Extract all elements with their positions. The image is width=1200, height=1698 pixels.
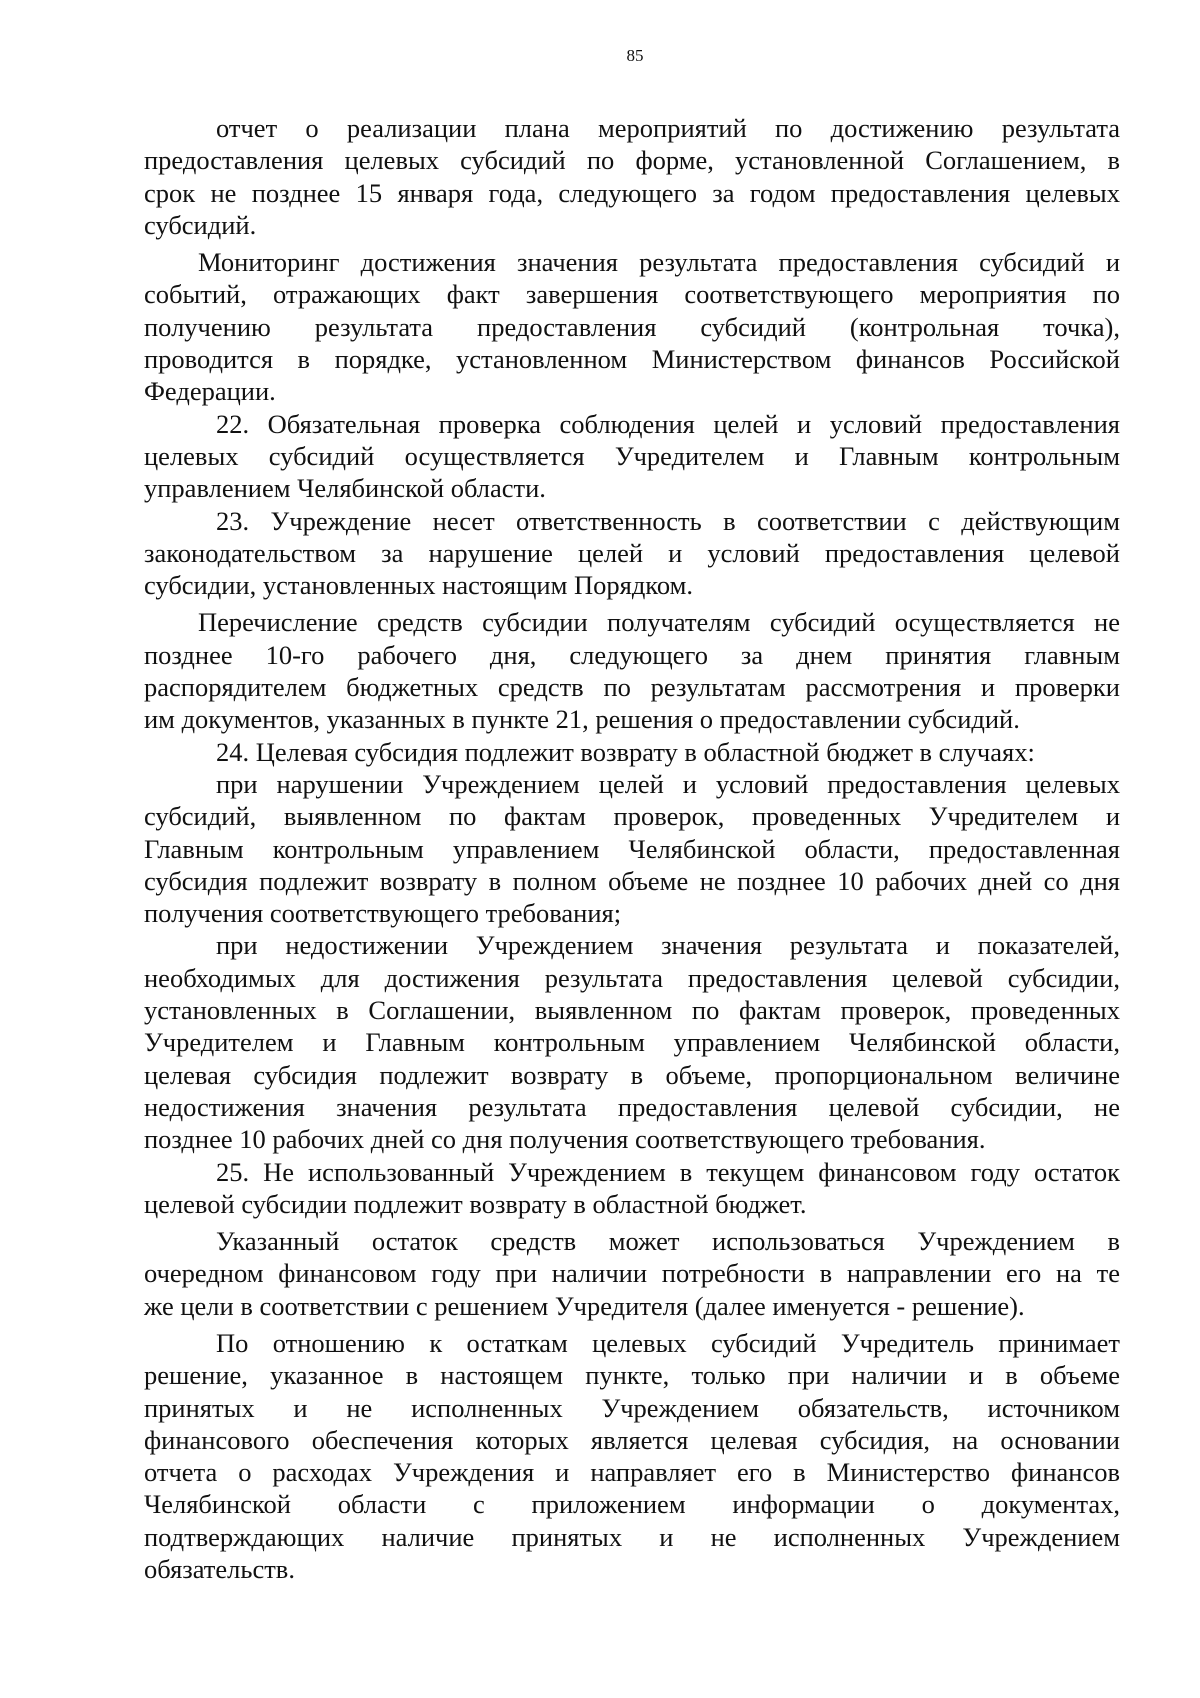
text-line: обязательств. xyxy=(144,1554,295,1585)
text-line: 25. Не использованный Учреждением в текущем финансовом году остаток xyxy=(216,1156,1120,1187)
text-line: предоставления целевых субсидий по форме, установленной Соглашением, в xyxy=(144,145,1120,176)
text-line: субсидий. xyxy=(144,209,257,240)
paragraph-monitoring xyxy=(144,246,1120,407)
text-line: субсидии, установленных настоящим Порядком. xyxy=(144,570,693,601)
text-line: отчет о реализации плана мероприятий по достижению результата xyxy=(216,113,1120,143)
text-line: же цели в соответствии с решением Учредителя (далее именуется - решение). xyxy=(144,1290,1025,1321)
text-line: событий, отражающих факт завершения соответствующего мероприятия по xyxy=(144,279,1120,310)
text-line: подтверждающих наличие принятых и не исполненных Учреждением xyxy=(144,1521,1120,1552)
text-line: Указанный остаток средств может использоваться Учреждением в xyxy=(216,1226,1120,1257)
text-line: получения соответствующего требования; xyxy=(144,898,622,929)
text-line: отчета о расходах Учреждения и направляет его в Министерство финансов xyxy=(144,1457,1120,1488)
text-line: Главным контрольным управлением Челябинской области, предоставленная xyxy=(144,833,1120,864)
text-line: субсидий, выявленном по фактам проверок, проведенных Учредителем и xyxy=(144,801,1120,832)
text-line: По отношению к остаткам целевых субсидий Учредитель принимает xyxy=(216,1327,1120,1358)
text-line: управлением Челябинской области. xyxy=(144,473,546,504)
text-line: позднее 10-го рабочего дня, следующего за днем принятия главным xyxy=(144,639,1120,670)
text-line: субсидия подлежит возврату в полном объеме не позднее 10 рабочих дней со дня xyxy=(144,865,1120,896)
paragraph-founder-decision xyxy=(144,1327,1120,1585)
text-line: законодательством за нарушение целей и условий предоставления целевой xyxy=(144,537,1120,568)
text-line: Мониторинг достижения значения результата предоставления субсидий и xyxy=(198,247,1120,278)
paragraph-item-25 xyxy=(144,1156,1120,1221)
text-line: целевых субсидий осуществляется Учредителем и Главным контрольным xyxy=(144,440,1120,471)
text-line: получению результата предоставления субсидий (контрольная точка), xyxy=(144,311,1120,342)
text-line: необходимых для достижения результата предоставления целевой субсидии, xyxy=(144,962,1120,993)
paragraph-report-deadline xyxy=(144,112,1120,241)
text-line: 22. Обязательная проверка соблюдения целей и условий предоставления xyxy=(216,408,1120,439)
paragraph-violation-case xyxy=(144,768,1120,929)
text-line: им документов, указанных в пункте 21, решения о предоставлении субсидий. xyxy=(144,704,1020,735)
text-line: установленных в Соглашении, выявленном по фактам проверок, проведенных xyxy=(144,995,1120,1026)
text-line: 23. Учреждение несет ответственность в соответствии с действующим xyxy=(216,505,1120,536)
page-number: 85 xyxy=(626,46,644,65)
paragraph-non-achievement-case xyxy=(144,929,1120,1155)
text-line: целевая субсидия подлежит возврату в объеме, пропорциональном величине xyxy=(144,1059,1120,1090)
paragraph-transfer-of-funds xyxy=(144,606,1120,735)
text-line: очередном финансовом году при наличии потребности в направлении его на те xyxy=(144,1258,1120,1289)
text-line: Челябинской области с приложением информации о документах, xyxy=(144,1489,1120,1520)
text-line: Федерации. xyxy=(144,376,276,407)
document-body xyxy=(144,112,1120,1585)
text-line: Перечисление средств субсидии получателям субсидий осуществляется не xyxy=(198,607,1120,638)
text-line: 24. Целевая субсидия подлежит возврату в областной бюджет в случаях: xyxy=(216,736,1035,767)
paragraph-remaining-funds xyxy=(144,1225,1120,1322)
text-line: срок не позднее 15 января года, следующего за годом предоставления целевых xyxy=(144,177,1120,208)
paragraph-item-24 xyxy=(144,736,1120,768)
text-line: финансового обеспечения которых является целевая субсидия, на основании xyxy=(144,1424,1120,1455)
text-line: позднее 10 рабочих дней со дня получения соответствующего требования. xyxy=(144,1124,986,1155)
paragraph-item-22 xyxy=(144,408,1120,505)
text-line: целевой субсидии подлежит возврату в областной бюджет. xyxy=(144,1188,807,1219)
text-line: при недостижении Учреждением значения результата и показателей, xyxy=(216,930,1120,961)
text-line: проводится в порядке, установленном Министерством финансов Российской xyxy=(144,344,1120,375)
text-line: решение, указанное в настоящем пункте, только при наличии и в объеме xyxy=(144,1360,1120,1391)
text-line: Учредителем и Главным контрольным управлением Челябинской области, xyxy=(144,1027,1120,1058)
paragraph-item-23 xyxy=(144,505,1120,602)
text-line: распорядителем бюджетных средств по результатам рассмотрения и проверки xyxy=(144,672,1120,703)
text-line: принятых и не исполненных Учреждением обязательств, источником xyxy=(144,1392,1120,1423)
text-line: недостижения значения результата предоставления целевой субсидии, не xyxy=(144,1091,1120,1122)
text-line: при нарушении Учреждением целей и условий предоставления целевых xyxy=(216,768,1120,799)
